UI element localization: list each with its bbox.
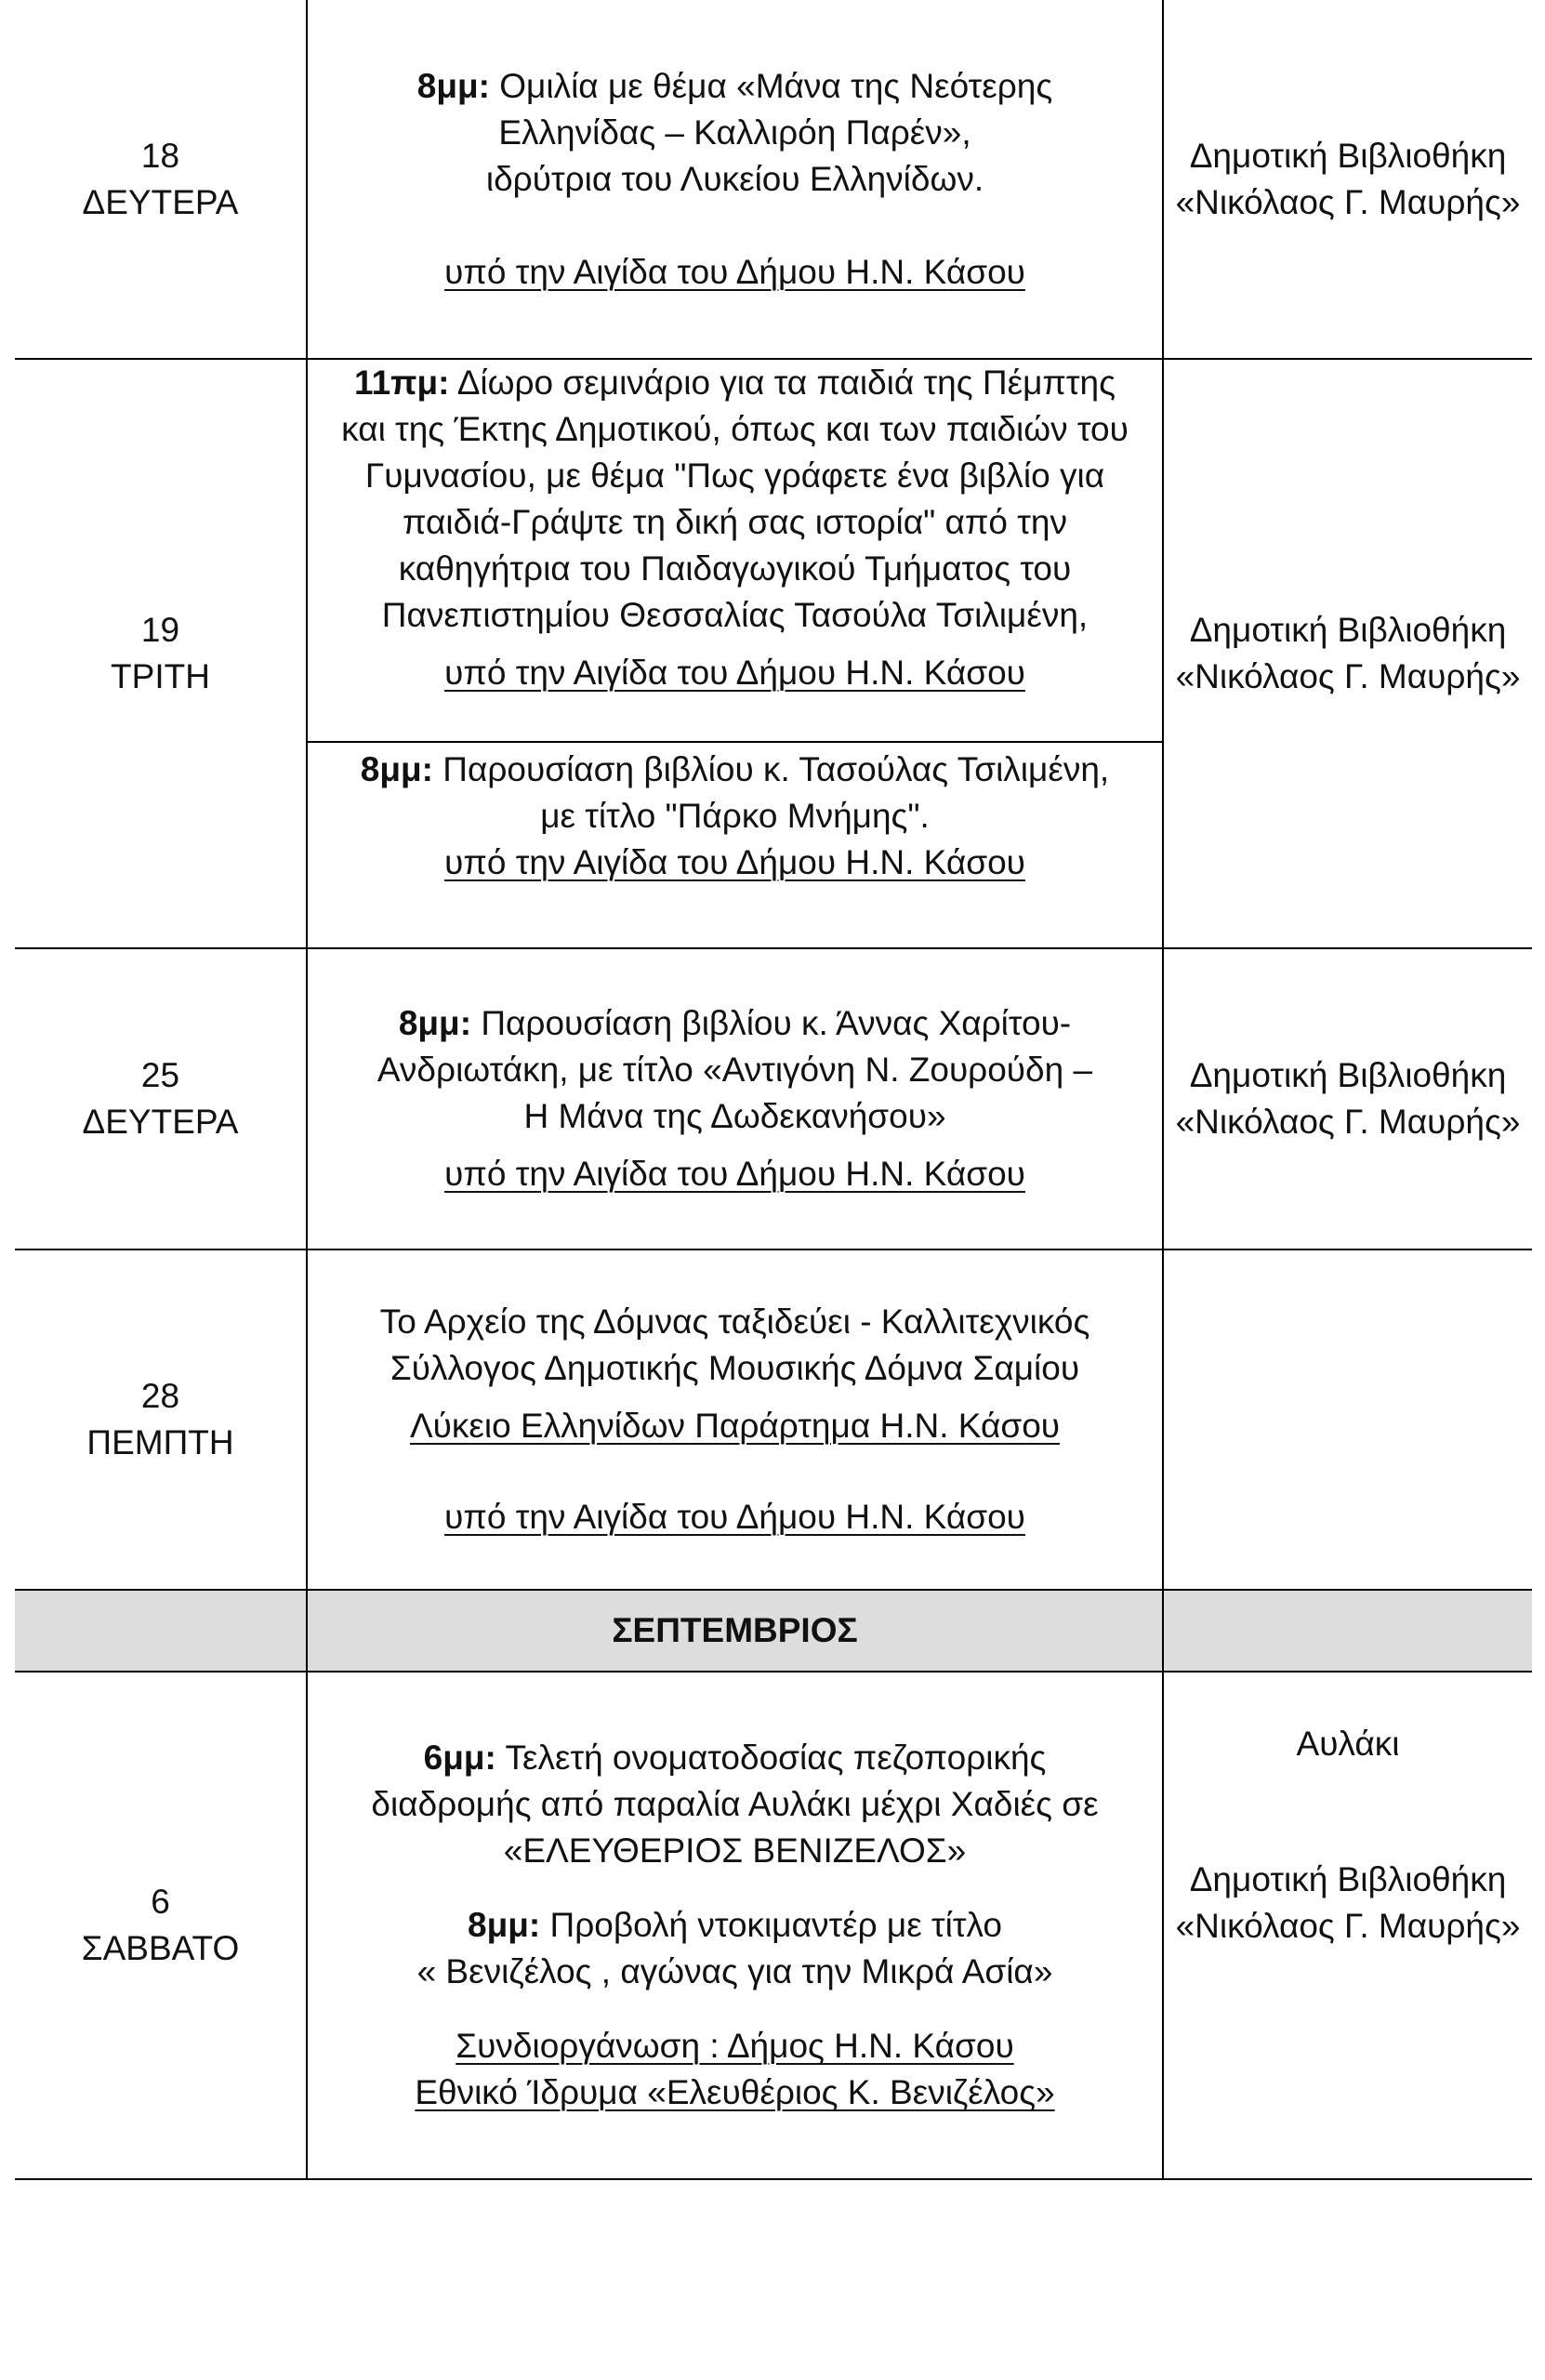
event-text-line: Προβολή ντοκιμαντέρ με τίτλο bbox=[549, 1906, 1002, 1944]
auspices-text: υπό την Αιγίδα του Δήμου Η.Ν. Κάσου bbox=[444, 252, 1025, 291]
day-name: ΔΕΥΤΕΡΑ bbox=[82, 1103, 239, 1141]
day-cell bbox=[15, 948, 307, 1250]
auspices-text: υπό την Αιγίδα του Δήμου Η.Ν. Κάσου bbox=[444, 1155, 1025, 1193]
event-block-morning bbox=[308, 360, 1162, 741]
month-title: ΣΕΠΤΕΜΒΡΙΟΣ bbox=[307, 1590, 1163, 1672]
event-text-line: Η Μάνα της Δωδεκανήσου» bbox=[523, 1097, 946, 1135]
auspices-text: υπό την Αιγίδα του Δήμου Η.Ν. Κάσου bbox=[444, 843, 1025, 881]
event-cell bbox=[307, 0, 1163, 359]
event-text-line: Σύλλογος Δημοτικής Μουσικής Δόμνα Σαμίου bbox=[390, 1349, 1080, 1387]
location-cell bbox=[1163, 0, 1532, 359]
event-cell bbox=[307, 1672, 1163, 2179]
event-cell bbox=[307, 359, 1163, 948]
location-subtitle: «Νικόλαος Γ. Μαυρής» bbox=[1175, 1103, 1521, 1141]
location-cell bbox=[1163, 1672, 1532, 2179]
day-number: 19 bbox=[140, 611, 180, 649]
event-text-line: Παρουσίαση βιβλίου κ. Άννας Χαρίτου- bbox=[481, 1004, 1072, 1042]
day-cell bbox=[15, 1672, 307, 2179]
table-row bbox=[15, 1672, 1532, 2179]
co-organizer-text: Συνδιοργάνωση : Δήμος Η.Ν. Κάσου bbox=[456, 2027, 1014, 2065]
location-cell bbox=[1163, 948, 1532, 1250]
day-number: 25 bbox=[140, 1056, 180, 1094]
event-text-line: Το Αρχείο της Δόμνας ταξιδεύει - Καλλιτεχνικός bbox=[379, 1302, 1090, 1341]
event-text-line: καθηγήτρια του Παιδαγωγικού Τμήματος του bbox=[398, 549, 1072, 588]
event-time: 11πμ: bbox=[354, 364, 450, 402]
day-name: ΤΡΙΤΗ bbox=[111, 657, 210, 695]
day-name: ΔΕΥΤΕΡΑ bbox=[82, 182, 239, 221]
event-text-line: Παρουσίαση βιβλίου κ. Τασούλας Τσιλιμένη, bbox=[442, 750, 1110, 788]
day-cell bbox=[15, 0, 307, 359]
event-time: 6μμ: bbox=[423, 1739, 496, 1777]
month-header-blank bbox=[1163, 1590, 1532, 1672]
event-text-line: Τελετή ονοματοδοσίας πεζοπορικής bbox=[505, 1739, 1047, 1777]
auspices-text: υπό την Αιγίδα του Δήμου Η.Ν. Κάσου bbox=[444, 654, 1025, 692]
event-text-line: Ελληνίδας – Καλλιρόη Παρέν», bbox=[498, 112, 971, 152]
day-number: 6 bbox=[151, 1883, 170, 1921]
event-block-evening bbox=[308, 741, 1162, 886]
event-time: 8μμ: bbox=[416, 66, 490, 105]
event-cell bbox=[307, 948, 1163, 1250]
event-text-line: «ΕΛΕΥΘΕΡΙΟΣ ΒΕΝΙΖΕΛΟΣ» bbox=[503, 1831, 967, 1870]
location-subtitle: «Νικόλαος Γ. Μαυρής» bbox=[1175, 657, 1521, 695]
table-row bbox=[15, 1250, 1532, 1590]
location-cell bbox=[1163, 359, 1532, 948]
day-cell bbox=[15, 359, 307, 948]
event-text-line: παιδιά-Γράψτε τη δική σας ιστορία" από την bbox=[403, 503, 1067, 541]
location-cell bbox=[1163, 1250, 1532, 1590]
co-organizer-text: Εθνικό Ίδρυμα «Ελευθέριος Κ. Βενιζέλος» bbox=[415, 2073, 1055, 2111]
event-text-line: διαδρομής από παραλία Αυλάκι μέχρι Χαδιές σε bbox=[371, 1785, 1099, 1823]
location-name: Δημοτική Βιβλιοθήκη bbox=[1189, 1860, 1507, 1898]
event-text-line: « Βενιζέλος , αγώνας για την Μικρά Ασία» bbox=[416, 1952, 1053, 1990]
event-text-line: και της Έκτης Δημοτικού, όπως και των παιδιών του bbox=[341, 410, 1129, 448]
event-text-line: Γυμνασίου, με θέμα "Πως γράφετε ένα βιβλίο για bbox=[364, 456, 1105, 495]
event-schedule-table bbox=[15, 0, 1532, 2180]
location-subtitle: «Νικόλαος Γ. Μαυρής» bbox=[1175, 182, 1521, 221]
month-header-row bbox=[15, 1590, 1532, 1672]
event-text-line: Δίωρο σεμινάριο για τα παιδιά της Πέμπτης bbox=[456, 364, 1116, 402]
day-number: 18 bbox=[140, 136, 180, 175]
event-cell bbox=[307, 1250, 1163, 1590]
location-subtitle: «Νικόλαος Γ. Μαυρής» bbox=[1175, 1907, 1521, 1945]
location-name: Δημοτική Βιβλιοθήκη bbox=[1189, 611, 1507, 649]
event-time: 8μμ: bbox=[468, 1906, 541, 1944]
location-name: Αυλάκι bbox=[1296, 1725, 1400, 1763]
table-row bbox=[15, 359, 1532, 948]
event-text-line: ιδρύτρια του Λυκείου Ελληνίδων. bbox=[485, 159, 984, 198]
event-text-line: Ομιλία με θέμα «Μάνα της Νεότερης bbox=[499, 66, 1053, 105]
auspices-text: υπό την Αιγίδα του Δήμου Η.Ν. Κάσου bbox=[444, 1498, 1025, 1536]
location-name: Δημοτική Βιβλιοθήκη bbox=[1189, 136, 1507, 175]
event-text-line: Ανδριωτάκη, με τίτλο «Αντιγόνη Ν. Ζουρούδη – bbox=[376, 1051, 1093, 1089]
day-name: ΠΕΜΠΤΗ bbox=[86, 1423, 234, 1461]
day-cell bbox=[15, 1250, 307, 1590]
event-time: 8μμ: bbox=[360, 750, 433, 788]
event-text-line: Πανεπιστημίου Θεσσαλίας Τασούλα Τσιλιμένη, bbox=[381, 596, 1089, 634]
location-name: Δημοτική Βιβλιοθήκη bbox=[1189, 1056, 1507, 1094]
day-number: 28 bbox=[140, 1377, 180, 1415]
table-row bbox=[15, 0, 1532, 359]
event-text-line: με τίτλο "Πάρκο Μνήμης". bbox=[540, 797, 930, 835]
day-name: ΣΑΒΒΑΤΟ bbox=[81, 1929, 240, 1967]
organizer-text: Λύκειο Ελληνίδων Παράρτημα Η.Ν. Κάσου bbox=[409, 1407, 1061, 1445]
table-row bbox=[15, 948, 1532, 1250]
event-time: 8μμ: bbox=[398, 1004, 472, 1042]
month-header-blank bbox=[15, 1590, 307, 1672]
